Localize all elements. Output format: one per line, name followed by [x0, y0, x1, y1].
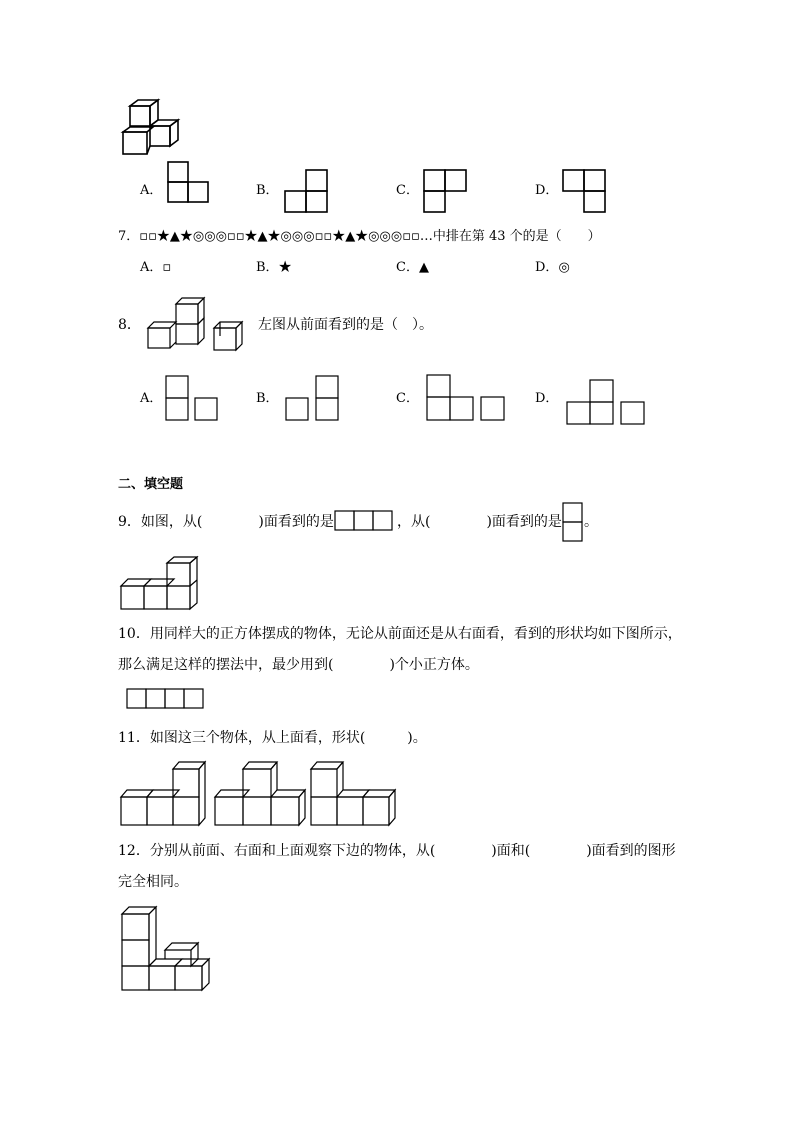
q9-side-view-figure	[562, 502, 584, 544]
q8-option-d-figure	[566, 379, 648, 429]
q8-option-d-label[interactable]: D．	[535, 391, 559, 406]
q8-option-b-label[interactable]: B．	[256, 391, 279, 406]
q6-option-a-label[interactable]: A．	[140, 183, 163, 198]
q7-option-d-letter: D．	[535, 260, 559, 275]
q9-part1: 9．如图，从( )面看到的是	[118, 514, 334, 530]
q10-view-figure	[126, 688, 206, 710]
q7-option-a[interactable]	[140, 259, 171, 277]
q8-option-a-figure	[165, 375, 221, 423]
q12-line2: 完全相同。	[118, 874, 188, 890]
q7-option-c-symbol: ▲	[418, 260, 429, 275]
q6-option-d-figure	[562, 169, 608, 213]
q11-cube-figures	[120, 760, 400, 830]
q8-option-a-label[interactable]: A．	[140, 391, 163, 406]
q9-part2: ，从( )面看到的是	[397, 514, 562, 530]
q7-option-b-symbol: ★	[278, 260, 292, 275]
q8-number: 8．	[118, 317, 141, 333]
q7-option-d-symbol: ◎	[558, 260, 570, 275]
q10-line2: 那么满足这样的摆法中，最少用到( )个小正方体。	[118, 657, 479, 673]
q6-option-d-label[interactable]: D．	[535, 183, 559, 198]
section-title: 二、填空题	[118, 477, 184, 492]
q8-stem: 左图从前面看到的是（ ）。	[258, 317, 433, 333]
q8-option-c-figure	[426, 374, 508, 424]
q8-option-c-label[interactable]: C．	[396, 391, 419, 406]
q10-line1: 10．用同样大的正方体摆成的物体，无论从前面还是从右面看，看到的形状均如下图所示，	[118, 626, 682, 642]
q7-stem: 7．▫▫★▲★◎◎◎▫▫★▲★◎◎◎▫▫★▲★◎◎◎▫▫…中排在第 43 个的是（ ）	[118, 229, 601, 244]
q9-cube-figure	[120, 556, 202, 612]
q6-option-b-label[interactable]: B．	[256, 183, 279, 198]
q11-stem: 11．如图这三个物体，从上面看，形状( )。	[118, 730, 427, 746]
q7-option-a-symbol: ▫	[162, 260, 172, 275]
q12-cube-figure	[120, 904, 212, 994]
q6-option-c-label[interactable]: C．	[396, 183, 419, 198]
q6-option-a-figure	[167, 161, 211, 205]
q7-option-c-letter: C．	[396, 260, 419, 275]
q8-cube-figure	[144, 296, 256, 356]
q9-part3: 。	[584, 514, 598, 530]
q7-option-d[interactable]	[535, 259, 570, 277]
q6-option-c-figure	[423, 169, 469, 213]
q7-option-a-letter: A．	[140, 260, 163, 275]
q7-option-b-letter: B．	[256, 260, 279, 275]
q7-option-c[interactable]	[396, 259, 429, 277]
q12-line1: 12．分别从前面、右面和上面观察下边的物体，从( )面和( )面看到的图形	[118, 843, 676, 859]
q8-option-b-figure	[285, 375, 341, 423]
q9-front-view-figure	[334, 510, 396, 532]
q6-option-b-figure	[284, 169, 330, 213]
q6-cube-figure	[118, 96, 188, 158]
q7-option-b[interactable]	[256, 259, 292, 277]
